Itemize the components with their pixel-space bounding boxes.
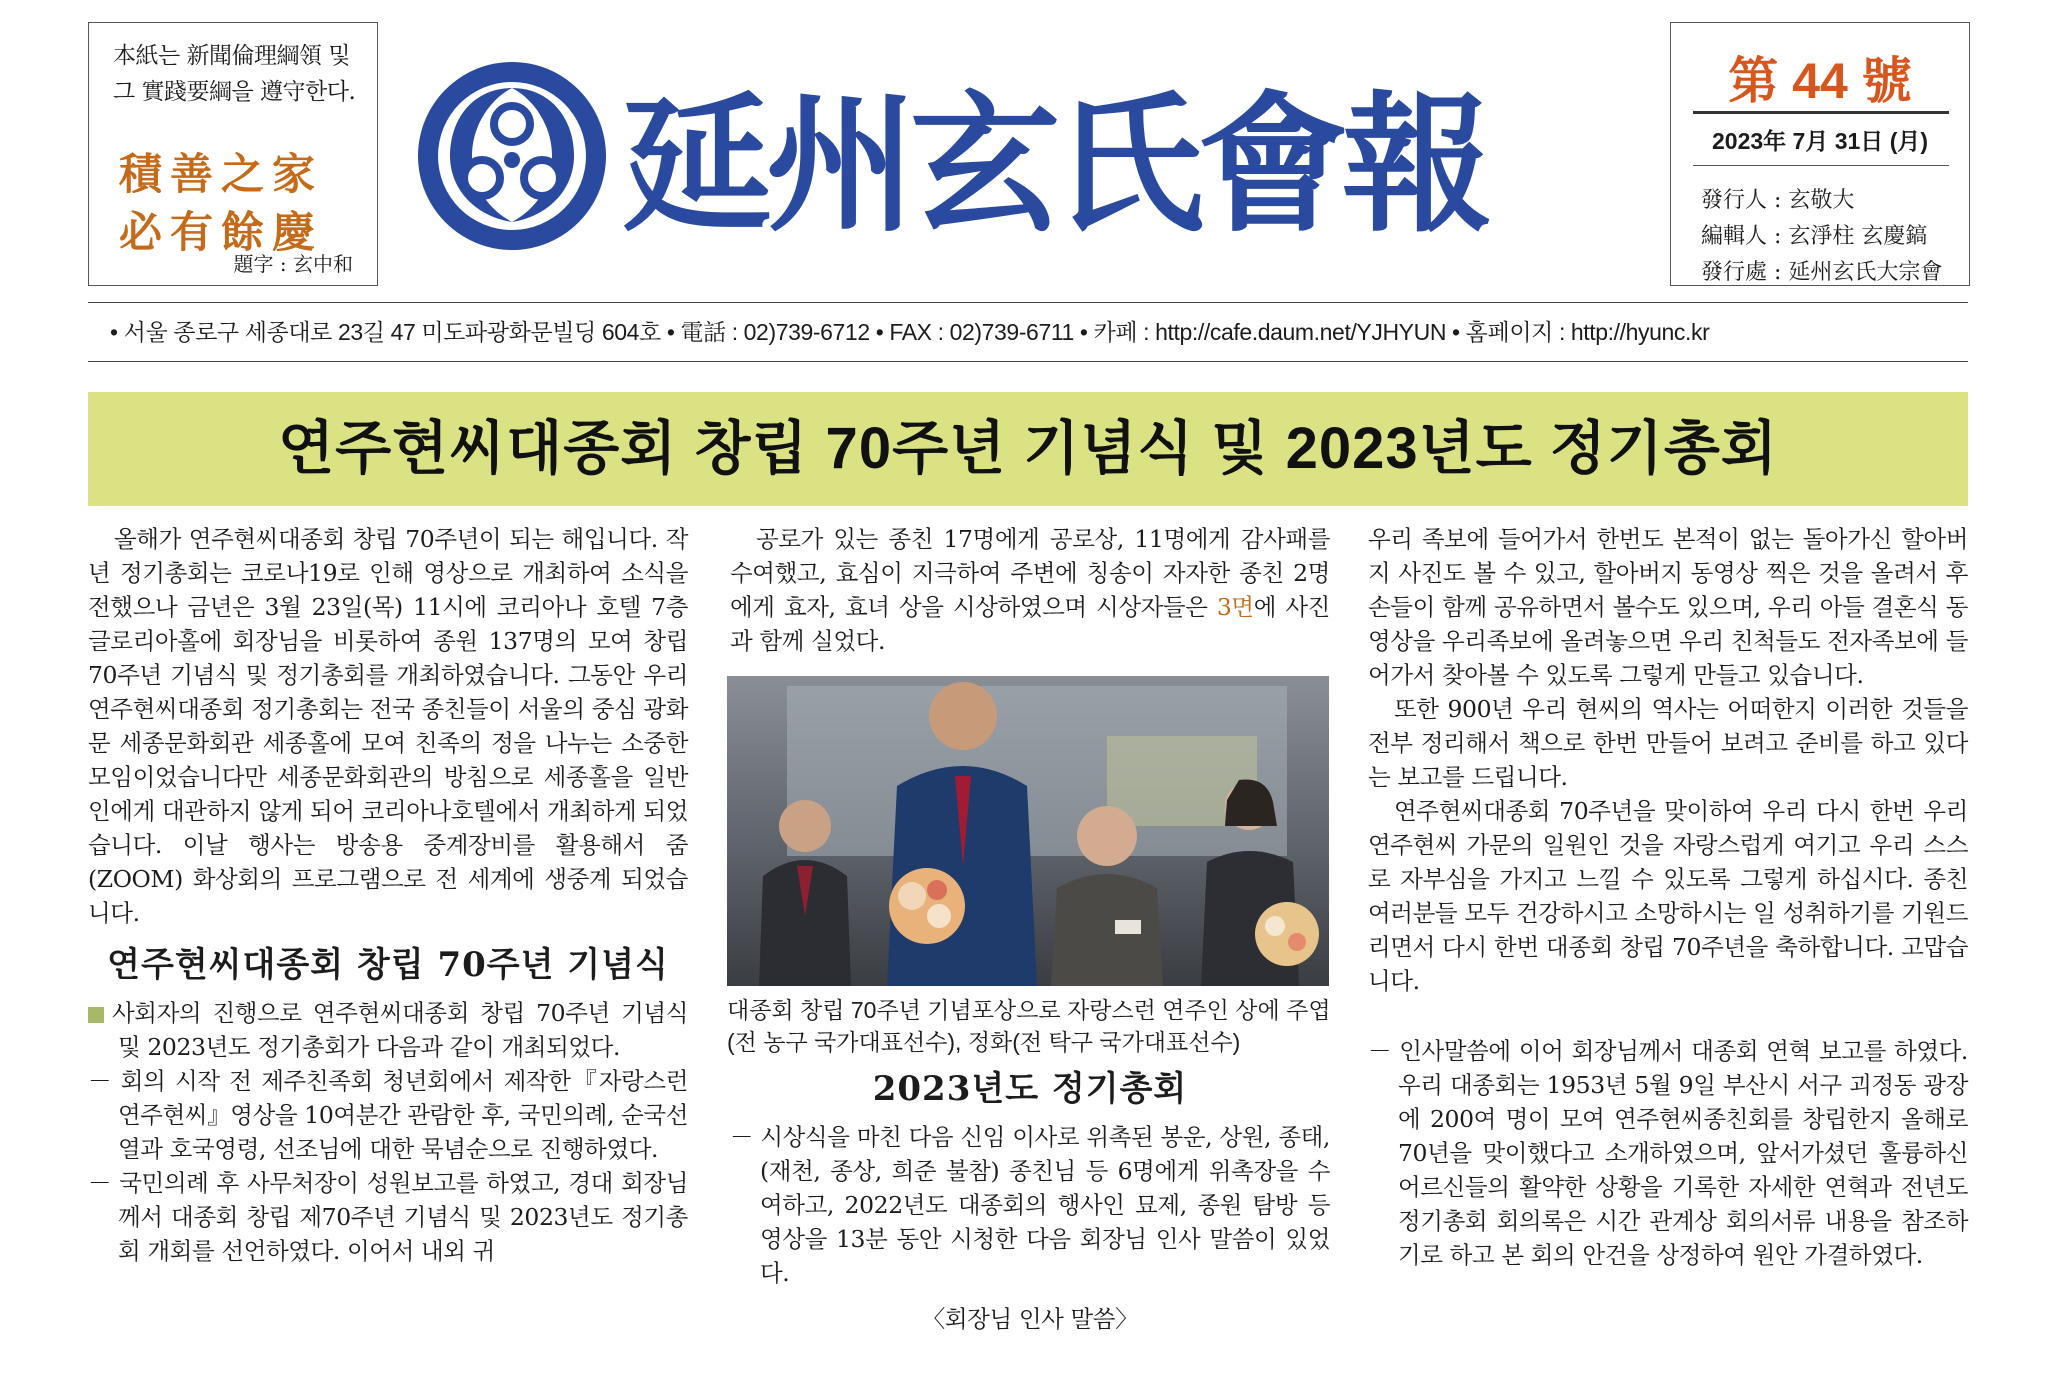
- clan-emblem-logo: [414, 58, 610, 254]
- publisher: 發行人 : 玄敬大: [1701, 188, 1855, 213]
- column-spacer: [1368, 998, 1968, 1034]
- anniversary-item-3: － 국민의례 후 사무처장이 성원보고를 하였고, 경대 회장님께서 대종회 창립 제70주년 기념식 및 2023년도 정기총회 개회를 선언하였다. 이어서 내외 귀: [88, 1169, 688, 1265]
- page-reference-link: 3면: [1216, 593, 1254, 621]
- bullet-square-icon: [88, 1007, 104, 1023]
- calligraphy-line2: 必有餘慶: [119, 208, 323, 258]
- issue-info-box: [1670, 22, 1970, 286]
- calligraphy-credit: 題字 : 玄中和: [233, 252, 353, 276]
- speech-paragraph-1: 우리 족보에 들어가서 한번도 본적이 없는 돌아가신 할아버지 사진도 볼 수 있고, 할아버지 동영상 찍은 것을 올려서 후손들이 함께 공유하면서 볼수도 있으며, 우리 아들 결혼식 동영상을 우리족보에 올려놓으면 우리 친척들도 전자족보에 들어가서 찾아볼 수 있도록 그렇게 만들고 있습니다.: [1368, 525, 1968, 689]
- ethics-notice-line1: 本紙는 新聞倫理綱領 및: [113, 43, 351, 69]
- history-report-item: － 인사말씀에 이어 회장님께서 대종회 연혁 보고를 하였다. 우리 대종회는 1953년 5월 9일 부산시 서구 괴정동 광장에 200여 명이 모여 연주현씨종친회를 창립한지 올해로 70년을 맞이했다고 소개하였으며, 앞서가셨던 훌륭하신 어르신들의 활약한 상황을 기록한 자세한 연혁과 전년도 정기총회 회의록은 시간 관계상 회의서류 내용을 참조하기로 하고 본 회의 안건을 상정하여 원안 가결하였다.: [1368, 1037, 1968, 1269]
- anniversary-item-1: [88, 996, 688, 1064]
- anniversary-item-2: － 회의 시작 전 제주친족회 청년회에서 제작한『자랑스런 연주현씨』영상을 10여분간 관람한 후, 국민의례, 순국선열과 호국영령, 선조님에 대한 묵념순으로 진행하였다.: [88, 1067, 689, 1163]
- calligraphy-line1: 積善之家: [119, 150, 323, 200]
- publishing-office: 發行處 : 延州玄氏大宗會: [1701, 260, 1943, 285]
- notice-box: [88, 22, 378, 286]
- anniversary-item-1-text: 사회자의 진행으로 연주현씨대종회 창립 70주년 기념식 및 2023년도 정기총회가 다음과 같이 개최되었다.: [112, 999, 688, 1061]
- speech-paragraph-2: 또한 900년 우리 현씨의 역사는 어떠한지 이러한 것들을 전부 정리해서 책으로 한번 만들어 보려고 준비를 하고 있다는 보고를 드립니다.: [1368, 695, 1968, 791]
- speech-section-label: 〈회장님 인사 말씀〉: [921, 1305, 1139, 1333]
- contact-address-bar: • 서울 종로구 세종대로 23길 47 미도파광화문빌딩 604호 • 電話 : 02)739-6712 • FAX : 02)739-6711 • 카페 : http://cafe.daum.net/YJHYUN • 홈페이지 : http://hyunc.kr: [88, 302, 1968, 362]
- awards-text-a: 공로가 있는 종친 17명에게 공로상, 11명에게 감사패를 수여했고, 효심이 지극하여 주변에 칭송이 자자한 종친 2명에게 효자, 효녀 상을 시상하였으며 시상자들은: [730, 525, 1330, 621]
- article-column-3: [1368, 522, 1968, 1272]
- main-headline: 연주현씨대종회 창립 70주년 기념식 및 2023년도 정기총회: [88, 392, 1968, 506]
- awards-text-b: 에 사진과 함께 실었다.: [730, 593, 1330, 655]
- article-column-1: [88, 522, 688, 1268]
- awards-paragraph: [730, 522, 1330, 658]
- award-ceremony-photo: [727, 676, 1329, 986]
- issue-number: 第 44 號: [1728, 53, 1912, 109]
- section-heading-anniversary: 연주현씨대종회 창립 70주년 기념식: [107, 945, 669, 985]
- editor: 編輯人 : 玄淨柱 玄慶鎬: [1701, 224, 1928, 249]
- article-column-2: [730, 522, 1330, 658]
- newspaper-title: 延州玄氏會報: [622, 77, 1487, 253]
- issue-rule: [1693, 111, 1949, 114]
- speech-paragraph-3: 연주현씨대종회 70주년을 맞이하여 우리 다시 한번 우리 연주현씨 가문의 일원인 것을 자랑스럽게 여기고 우리 스스로 자부심을 가지고 느낄 수 있도록 그렇게 하십시다. 종친 여러분들 모두 건강하시고 소망하시는 일 성취하기를 기원드리면서 다시 한번 대종회 창립 70주년을 축하합니다. 고맙습니다.: [1368, 797, 1968, 995]
- photo-caption: 대종회 창립 70주년 기념포상으로 자랑스런 연주인 상에 주엽(전 농구 국가대표선수), 정화(전 탁구 국가대표선수): [727, 997, 1331, 1055]
- section-heading-general-meeting: 2023년도 정기총회: [872, 1069, 1188, 1109]
- issue-rule-thin: [1693, 165, 1949, 166]
- issue-date: 2023年 7月 31日 (月): [1711, 128, 1929, 154]
- article-column-2-lower: [730, 1069, 1330, 1336]
- intro-paragraph: 올해가 연주현씨대종회 창립 70주년이 되는 해입니다. 작년 정기총회는 코로나19로 인해 영상으로 개최하여 소식을 전했으나 금년은 3월 23일(목) 11시에 코리아나 호텔 7층 글로리아홀에 회장님을 비롯하여 종원 137명의 모여 창립 70주년 기념식 및 정기총회를 개최하였습니다. 그동안 우리 연주현씨대종회 정기총회는 전국 종친들이 서울의 중심 광화문 세종문화회관 세종홀에 모여 친족의 정을 나누는 소중한 모임이었습니다만 세종문화회관의 방침으로 세종홀을 일반인에게 대관하지 않게 되어 코리아나호텔에서 개최하게 되었습니다. 이날 행사는 방송용 중계장비를 활용해서 줌(ZOOM) 화상회의 프로그램으로 전 세계에 생중계 되었습니다.: [88, 525, 688, 927]
- ethics-notice-line2: 그 實踐要綱을 遵守한다.: [113, 79, 356, 105]
- general-meeting-item-1: － 시상식을 마친 다음 신임 이사로 위촉된 봉운, 상원, 종태,(재천, 종상, 희준 불참) 종친님 등 6명에게 위촉장을 수여하고, 2022년도 대종회의 행사인 묘제, 종원 탐방 등 영상을 13분 동안 시청한 다음 회장님 인사 말씀이 있었다.: [730, 1123, 1330, 1287]
